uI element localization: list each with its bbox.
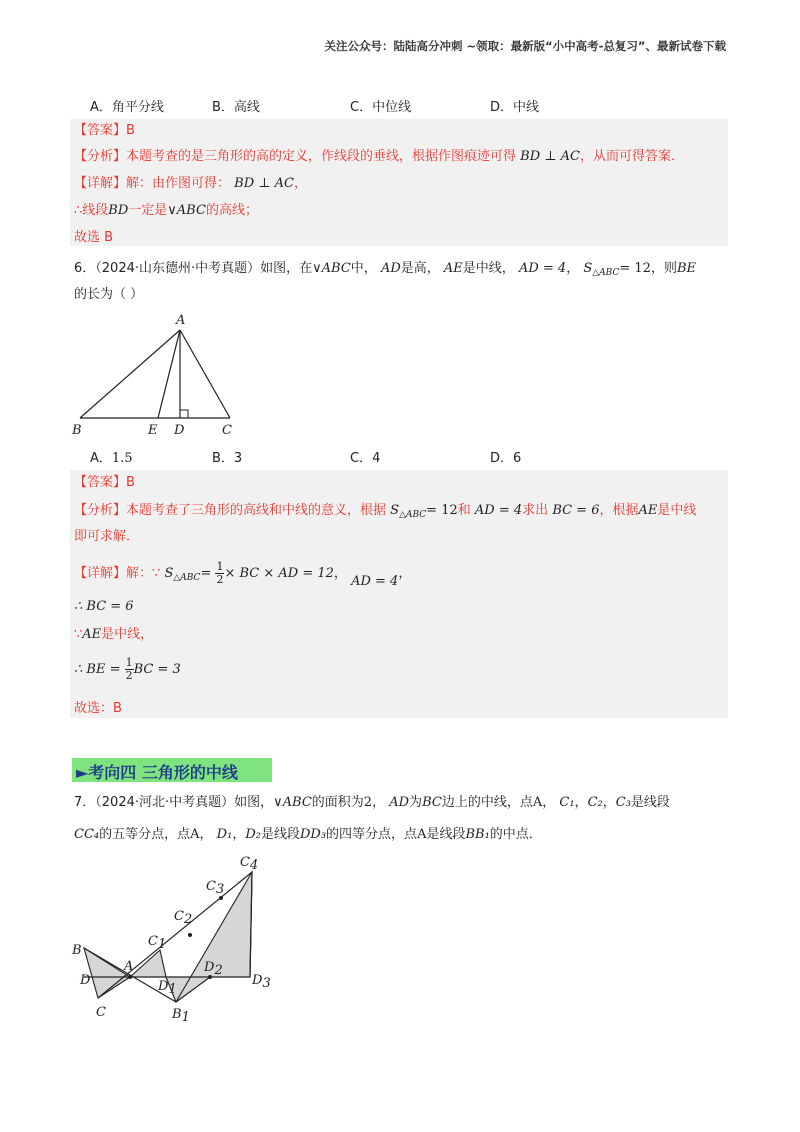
q6-label-c: C (222, 423, 232, 438)
q7-label-d: D (80, 973, 91, 988)
q6-step-ae: ∵AE是中线， (74, 627, 154, 642)
q7-point-d2 (208, 975, 212, 979)
q6-label-e: E (148, 423, 158, 438)
q6-label-a: A (176, 313, 186, 328)
q5-option-c: C．中位线 (350, 100, 412, 115)
q6-median-ae (158, 330, 180, 418)
q5-choose: 故选 B (74, 230, 114, 245)
q6-analysis-line2: 即可求解． (74, 529, 140, 544)
q6-option-d: D．6 (490, 451, 522, 466)
q7-label-b: B (72, 943, 82, 958)
q6-detail-fraction: $\frac{1}{2}$ (216, 560, 224, 586)
q7-question: 7．（2024·河北·中考真题）如图，∨ABC的面积为2， AD为BC边上的中线，点A， C₁，C₂，C₃是线段 (74, 795, 670, 810)
q6-choose: 故选：B (74, 701, 122, 716)
q7-label-c1: C1 (148, 934, 167, 952)
q5-answer: 【答案】B (74, 123, 135, 138)
q7-label-a: A (124, 959, 134, 974)
q6-right-angle-mark (180, 410, 188, 418)
q7-label-b1: B1 (172, 1007, 190, 1025)
q7-label-d2: D2 (204, 960, 223, 978)
q7-label-d3: D3 (252, 973, 271, 991)
q7-shaded-c1-triangle (130, 950, 166, 977)
q6-label-b: B (72, 423, 82, 438)
q7-label-d1: D1 (158, 979, 177, 997)
q7-label-c2: C2 (174, 909, 193, 927)
q5-analysis: 【分析】本题考查的是三角形的高的定义，作线段的垂线，根据作图痕迹可得 BD ⊥ AC，从而可得答案． (74, 149, 684, 164)
section-title: ►考向四 三角形的中线 (76, 763, 238, 782)
q5-option-b: B．高线 (212, 100, 260, 115)
q6-question-line2: 的长为（ ） (74, 287, 144, 302)
q5-detail: 【详解】解：由作图可得： BD ⊥ AC， (74, 176, 307, 191)
q6-option-b: B．3 (212, 451, 243, 466)
q6-step-bc: ∴ BC = 6 (74, 599, 134, 614)
q7-point-c2 (188, 933, 192, 937)
q7-label-c: C (96, 1005, 106, 1020)
q6-step-be-fraction: $\frac{1}{2}$ (125, 656, 133, 682)
q6-option-a: A．1.5 (90, 451, 133, 466)
q6-side-ac (180, 330, 230, 418)
q6-question: 6．（2024·山东德州·中考真题）如图，在∨ABC中， AD是高， AE是中线， AD = 4， $S_{\triangle ABC}= 12$，则BE (74, 261, 696, 278)
q6-answer: 【答案】B (74, 475, 135, 490)
q7-figure (66, 850, 286, 1030)
q5-conclusion: ∴线段BD一定是∨ABC的高线； (74, 203, 258, 218)
q5-option-d: D．中线 (490, 100, 540, 115)
q6-label-d: D (174, 423, 185, 438)
q6-triangle-figure (70, 308, 250, 440)
page-header: 关注公众号：陆陆高分冲刺 ~领取：最新版“小中高考-总复习”、最新试卷下载 (324, 39, 726, 53)
q7-label-c3: C3 (206, 879, 225, 897)
q7-label-c4: C4 (240, 855, 259, 873)
q6-side-ab (80, 330, 180, 418)
q6-detail: 【详解】解：∵ $S_{\triangle ABC}=$ $\frac{1}{2}$ × BC × AD = 12， AD = 4， (74, 560, 412, 589)
q5-option-a: A．角平分线 (90, 100, 164, 115)
q6-option-c: C．4 (350, 451, 381, 466)
q7-point-a (128, 975, 132, 979)
q7-question-line2: CC₄的五等分点，点A， D₁，D₂是线段DD₃的四等分点，点A是线段BB₁的中点． (74, 827, 542, 842)
q6-step-be: ∴ BE = $\frac{1}{2}$ BC = 3 (74, 656, 181, 682)
q6-analysis: 【分析】本题考查了三角形的高线和中线的意义，根据 $S_{\triangle ABC}= 12$和 AD = 4求出 BC = 6，根据AE是中线 (74, 503, 697, 520)
